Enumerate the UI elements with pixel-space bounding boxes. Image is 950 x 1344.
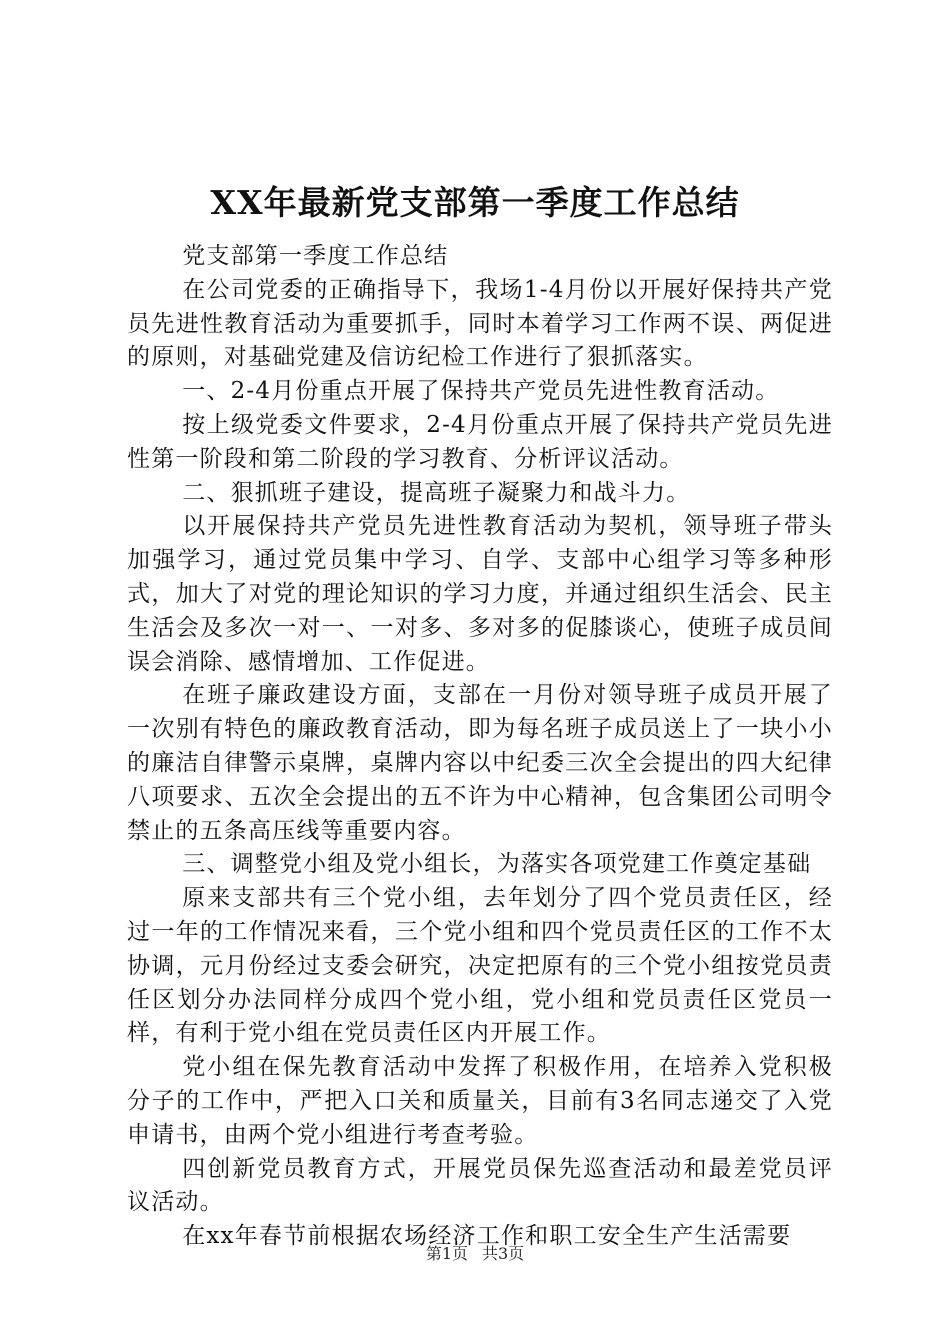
section-heading-3: 三、调整党小组及党小组长，为落实各项党建工作奠定基础 — [182, 851, 812, 878]
paragraph: 在班子廉政建设方面，支部在一月份对领导班子成员开展了一次别有特色的廉政教育活动，即为每名班子成员送上了一块小小的廉洁自律警示桌牌，桌牌内容以中纪委三次全会提出的四大纪律八项要求、五次全会提出的五不许为中心精神，包含集团公司明令禁止的五条高压线等重要内容。 — [127, 682, 833, 844]
document-body — [127, 240, 833, 1254]
section-heading-4: 四创新党员教育方式，开展党员保先巡查活动和最差党员评议活动。 — [127, 1155, 833, 1216]
section-heading-1: 一、2-4月份重点开展了保持共产党员先进性教育活动。 — [182, 378, 780, 405]
paragraph: 在xx年春节前根据农场经济工作和职工安全生产生活需要 — [182, 1223, 792, 1250]
page-number: 第1页 — [425, 1244, 468, 1263]
document-title: XX年最新党支部第一季度工作总结 — [210, 183, 740, 222]
section-heading-2: 二、狠抓班子建设，提高班子凝聚力和战斗力。 — [182, 479, 691, 506]
paragraph: 原来支部共有三个党小组，去年划分了四个党员责任区，经过一年的工作情况来看，三个党小组和四个党员责任区的工作不太协调，元月份经过支委会研究，决定把原有的三个党小组按党员责任区划分办法同样分成四个党小组，党小组和党员责任区党员一样，有利于党小组在党员责任区内开展工作。 — [127, 885, 833, 1047]
paragraph: 党小组在保先教育活动中发挥了积极作用，在培养入党积极分子的工作中，严把入口关和质量关，目前有3名同志递交了入党申请书，由两个党小组进行考查考验。 — [127, 1054, 833, 1148]
paragraph-intro: 在公司党委的正确指导下，我场1-4月份以开展好保持共产党员先进性教育活动为重要抓手，同时本着学习工作两不误、两促进的原则，对基础党建及信访纪检工作进行了狠抓落实。 — [127, 276, 833, 371]
paragraph-subtitle: 党支部第一季度工作总结 — [182, 243, 449, 269]
paragraph: 以开展保持共产党员先进性教育活动为契机，领导班子带头加强学习，通过党员集中学习、自学、支部中心组学习等多种形式，加大了对党的理论知识的学习力度，并通过组织生活会、民主生活会及多次一对一、一对多、多对多的促膝谈心，使班子成员间误会消除、感情增加、工作促进。 — [127, 513, 833, 675]
page-footer — [0, 1244, 950, 1264]
paragraph: 按上级党委文件要求，2-4月份重点开展了保持共产党员先进性第一阶段和第二阶段的学习教育、分析评议活动。 — [127, 411, 833, 472]
page-total: 共3页 — [482, 1244, 525, 1263]
